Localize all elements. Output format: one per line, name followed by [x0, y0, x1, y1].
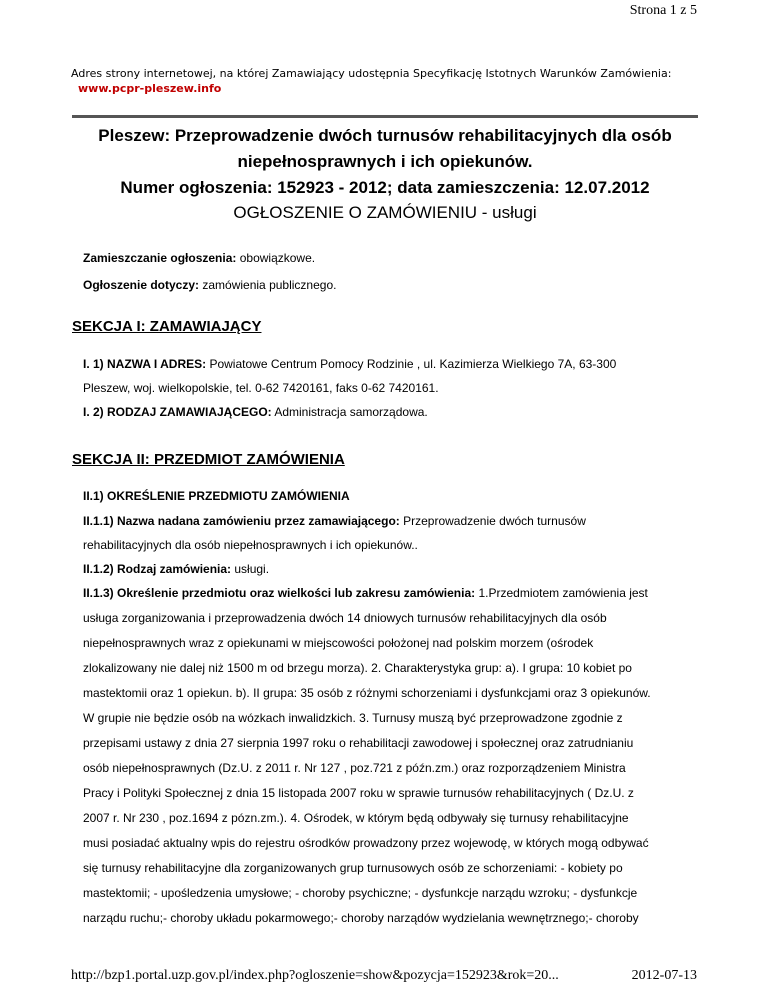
order-kind-label: II.1.2) Rodzaj zamówienia: [83, 562, 232, 576]
scope-text-line: niepełnosprawnych wraz z opiekunami w miejscowości położonej nad polskim morzem (ośrodek [83, 636, 594, 650]
obligation-field [83, 251, 315, 265]
scope-text-line: musi posiadać aktualny wpis do rejestru ośrodków prowadzony przez wojewodę, w których mogą odbywać [83, 836, 649, 850]
subject-subheading: II.1) OKREŚLENIE PRZEDMIOTU ZAMÓWIENIA [83, 489, 350, 503]
concerns-value: zamówienia publicznego. [199, 278, 337, 292]
contracting-type-value: Administracja samorządowa. [271, 405, 428, 419]
order-kind-value: usługi. [231, 562, 270, 576]
order-scope-label: II.1.3) Określenie przedmiotu oraz wielkości lub zakresu zamówienia: [83, 586, 476, 600]
notice-type: OGŁOSZENIE O ZAMÓWIENIU - usługi [233, 203, 537, 222]
scope-text-line: 2007 r. Nr 230 , poz.1694 z pózn.zm.). 4. Ośrodek, w którym będą odbywały się turnusy rehabilitacyjne [83, 811, 629, 825]
scope-text-line: osób niepełnosprawnych (Dz.U. z 2011 r. Nr 127 , poz.721 z późn.zm.) oraz rozporządzeniem Ministra [83, 761, 626, 775]
scope-text-line: zlokalizowany nie dalej niż 1500 m od brzegu morza). 2. Charakterystyka grup: a). I grupa: 10 kobiet po [83, 661, 632, 675]
notice-title-line-1: Pleszew: Przeprowadzenie dwóch turnusów rehabilitacyjnych dla osób [98, 126, 672, 145]
scope-text-line: narządu ruchu;- choroby układu pokarmowego;- choroby narządów wydzielania wewnętrznego;- choroby [83, 911, 639, 925]
notice-number-line: Numer ogłoszenia: 152923 - 2012; data zamieszczenia: 12.07.2012 [120, 178, 650, 197]
scope-text-line: się turnusy rehabilitacyjne dla zorganizowanych grup turnusowych osób ze schorzeniami: - kobiety po [83, 861, 623, 875]
order-scope-value: 1.Przedmiotem zamówienia jest [475, 586, 648, 600]
footer-source-url: http://bzp1.portal.uzp.gov.pl/index.php?ogloszenie=show&pozycja=152923&rok=20... [71, 968, 559, 983]
scope-text-line: Pracy i Polityki Społecznej z dnia 15 listopada 2007 roku w sprawie turnusów rehabilitacyjnych ( Dz.U. z [83, 786, 634, 800]
section-1-heading: SEKCJA I: ZAMAWIAJĄCY [72, 318, 262, 335]
contracting-type-label: I. 2) RODZAJ ZAMAWIAJĄCEGO: [83, 405, 272, 419]
scope-text-line: W grupie nie będzie osób na wózkach inwalidzkich. 3. Turnusy muszą być przeprowadzone zgodnie z [83, 711, 623, 725]
page-number: Strona 1 z 5 [629, 3, 697, 18]
contracting-name-field [83, 357, 616, 371]
order-kind-field [83, 562, 269, 576]
concerns-label: Ogłoszenie dotyczy: [83, 278, 200, 292]
contracting-address: Pleszew, woj. wielkopolskie, tel. 0-62 7420161, faks 0-62 7420161. [83, 381, 439, 395]
order-name-label: II.1.1) Nazwa nadana zamówieniu przez zamawiającego: [83, 514, 400, 528]
order-name-field [83, 514, 586, 528]
scope-text-line: usługa zorganizowania i przeprowadzenia dwóch 14 dniowych turnusów rehabilitacyjnych dla osób [83, 611, 607, 625]
obligation-label: Zamieszczanie ogłoszenia: [83, 251, 237, 265]
notice-title-line-2: niepełnosprawnych i ich opiekunów. [237, 152, 533, 171]
scope-text-line: przepisami ustawy z dnia 27 sierpnia 1997 roku o rehabilitacji zawodowej i społecznej oraz zatrudnianiu [83, 736, 634, 750]
footer-print-date: 2012-07-13 [631, 968, 697, 983]
contracting-type-field [83, 405, 428, 419]
order-name-value: Przeprowadzenie dwóch turnusów [399, 514, 586, 528]
obligation-value: obowiązkowe. [236, 251, 316, 265]
scope-text-line: mastektomii oraz 1 opiekun. b). II grupa: 35 osób z różnymi schorzeniami i dysfunkcjami oraz 3 opiekunów. [83, 686, 651, 700]
contracting-name-label: I. 1) NAZWA I ADRES: [83, 357, 207, 371]
order-name-continuation: rehabilitacyjnych dla osób niepełnosprawnych i ich opiekunów.. [83, 538, 418, 552]
order-scope-field [83, 586, 648, 600]
section-2-heading: SEKCJA II: PRZEDMIOT ZAMÓWIENIA [72, 451, 345, 468]
siwz-address-label: Adres strony internetowej, na której Zamawiający udostępnia Specyfikację Istotnych Warunków Zamówienia: [71, 67, 672, 80]
concerns-field [83, 278, 336, 292]
siwz-website-link[interactable]: www.pcpr-pleszew.info [78, 82, 222, 95]
title-divider [72, 115, 698, 118]
scope-text-line: mastektomii; - upośledzenia umysłowe; - choroby psychiczne; - dysfunkcje narządu wzroku; - dysfunkcje [83, 886, 638, 900]
contracting-name-value: Powiatowe Centrum Pomocy Rodzinie , ul. Kazimierza Wielkiego 7A, 63-300 [206, 357, 617, 371]
